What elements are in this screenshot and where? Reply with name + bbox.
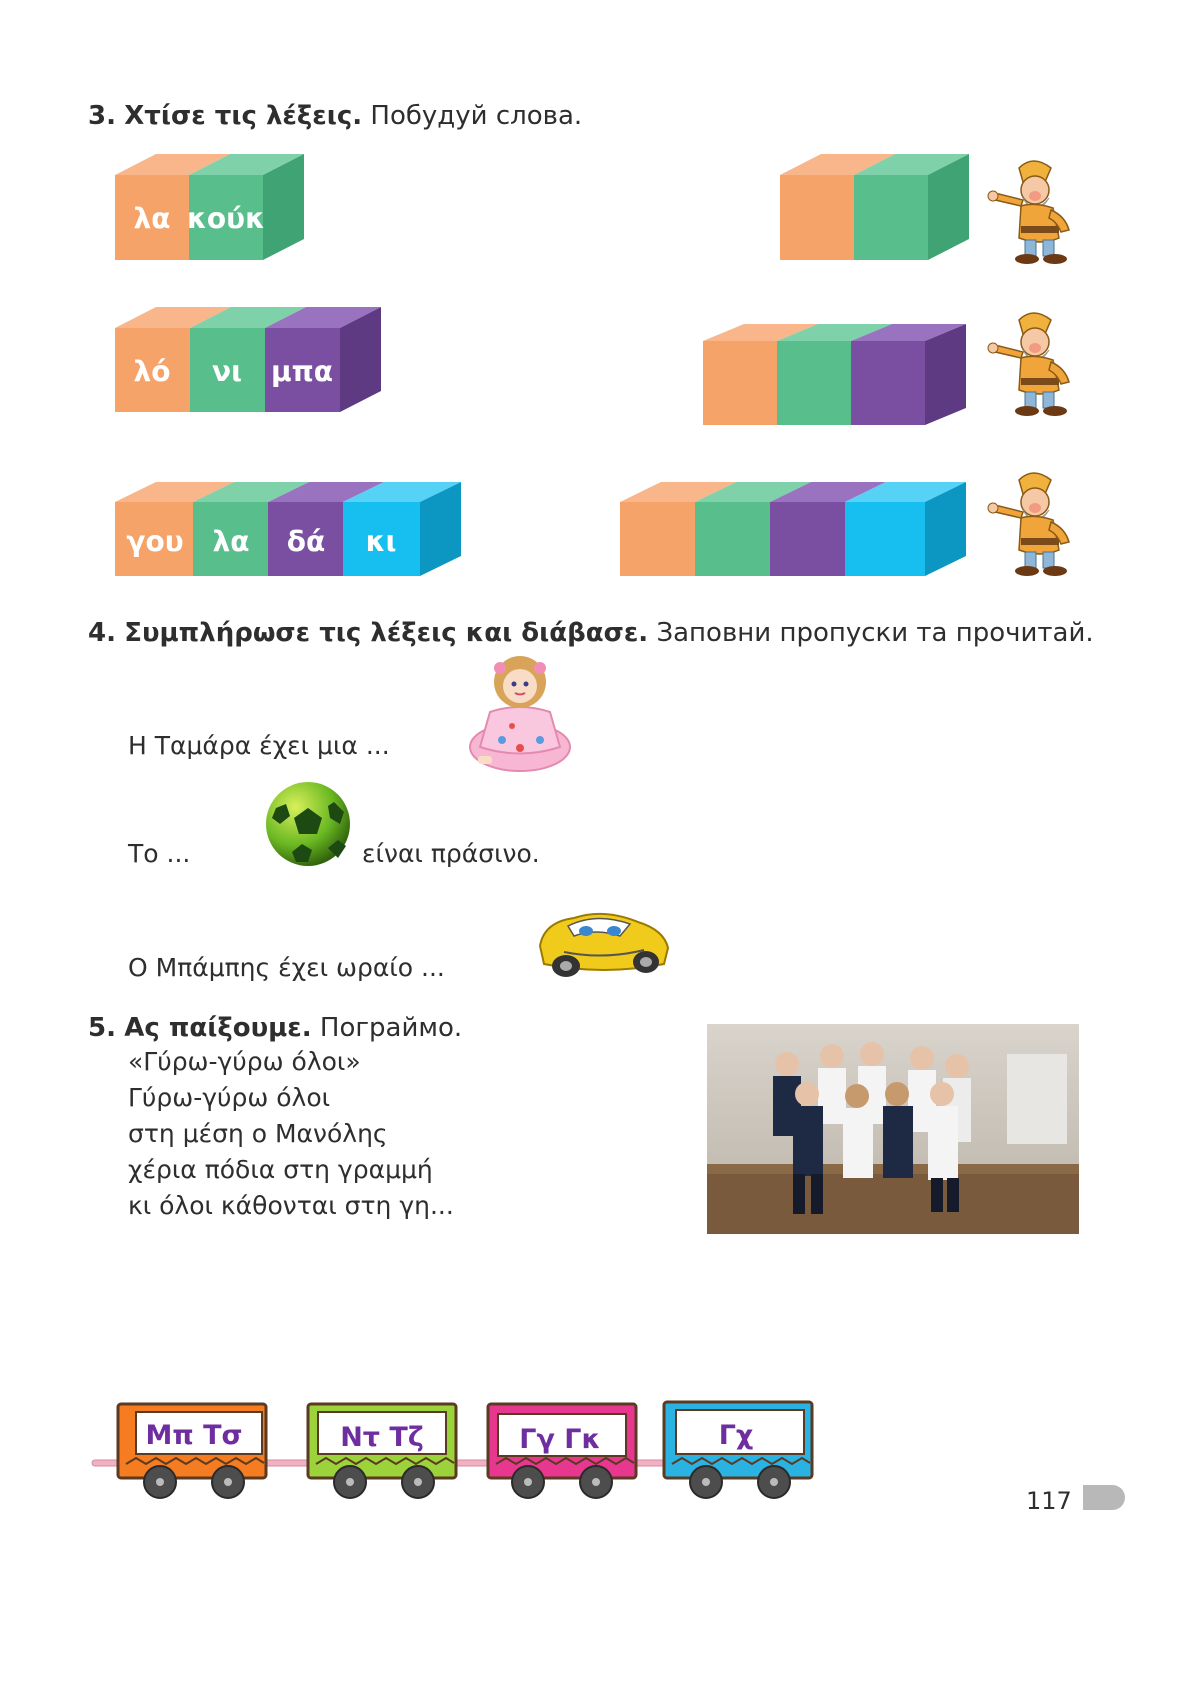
ball-icon [262,778,354,870]
page-tab [1083,1485,1125,1510]
train-wagon-2 [308,1404,456,1498]
syllable-1-2: κούκ [187,202,265,235]
dwarf-icon [988,473,1069,576]
poem-line: κι όλοι κάθονται στη γη... [128,1191,454,1220]
empty-blocks-row-1 [780,154,969,260]
syllable-2-3: μπα [271,355,333,388]
train-wagon-1 [118,1404,266,1498]
letter-train [0,1390,1190,1510]
exercise-4-heading [88,617,1094,649]
wagon-2-letters: Ντ Τζ [340,1422,424,1453]
syllable-3-3: δά [286,525,326,558]
train-wagon-3 [488,1404,636,1498]
syllable-2-2: νι [212,355,242,388]
word-blocks-row-1 [115,154,304,260]
exercise-5-heading [88,1012,462,1044]
exercise-4-number: 4. [88,618,116,648]
exercise-5-title-gr: Ας παίξουμε. [124,1013,312,1043]
wagon-3-letters: Γγ Γκ [519,1424,601,1455]
sentence-2-after: είναι πράσινο. [362,839,540,868]
word-blocks-row-2 [115,307,381,412]
train-wagon-4 [664,1402,812,1498]
exercise-4-title-ua: Заповни пропуски та прочитай. [656,618,1094,648]
exercise-5-title-ua: Пограймо. [319,1013,463,1043]
poem-line: στη μέση ο Μανόλης [128,1119,388,1148]
wagon-4-letters: Γχ [718,1420,754,1451]
syllable-3-4: κι [365,525,397,558]
sentence-1: Η Ταμάρα έχει μια ... [128,731,390,760]
syllable-3-1: γου [126,525,184,558]
exercise-5-number: 5. [88,1013,116,1043]
page-number: 117 [1026,1487,1072,1515]
syllable-3-2: λα [212,525,250,558]
sentence-3: Ο Μπάμπης έχει ωραίο ... [128,953,445,982]
poem-line: «Γύρω-γύρω όλοι» [128,1047,361,1076]
exercise-3-number: 3. [88,101,116,131]
wagon-1-letters: Μπ Τσ [145,1420,243,1451]
doll-icon [460,652,580,777]
sentence-2-before: Το ... [128,839,191,868]
car-icon [534,902,674,984]
empty-blocks-row-3 [620,482,966,576]
syllable-2-1: λό [133,355,171,388]
empty-blocks-row-2 [703,324,966,425]
exercise-3-title-ua: Побудуй слова. [370,101,583,131]
poem-line: χέρια πόδια στη γραμμή [128,1155,433,1184]
exercise-4-title-gr: Συμπλήρωσε τις λέξεις και διάβασε. [124,618,649,648]
dwarf-icon [988,161,1069,264]
children-circle-photo [707,1024,1079,1234]
poem [128,1044,454,1224]
dwarf-icon [988,313,1069,416]
word-blocks-row-3 [115,482,461,576]
exercise-3-blocks [0,0,1190,620]
poem-line: Γύρω-γύρω όλοι [128,1083,331,1112]
exercise-3-title-gr: Χτίσε τις λέξεις. [124,101,363,131]
syllable-1-1: λα [133,202,171,235]
